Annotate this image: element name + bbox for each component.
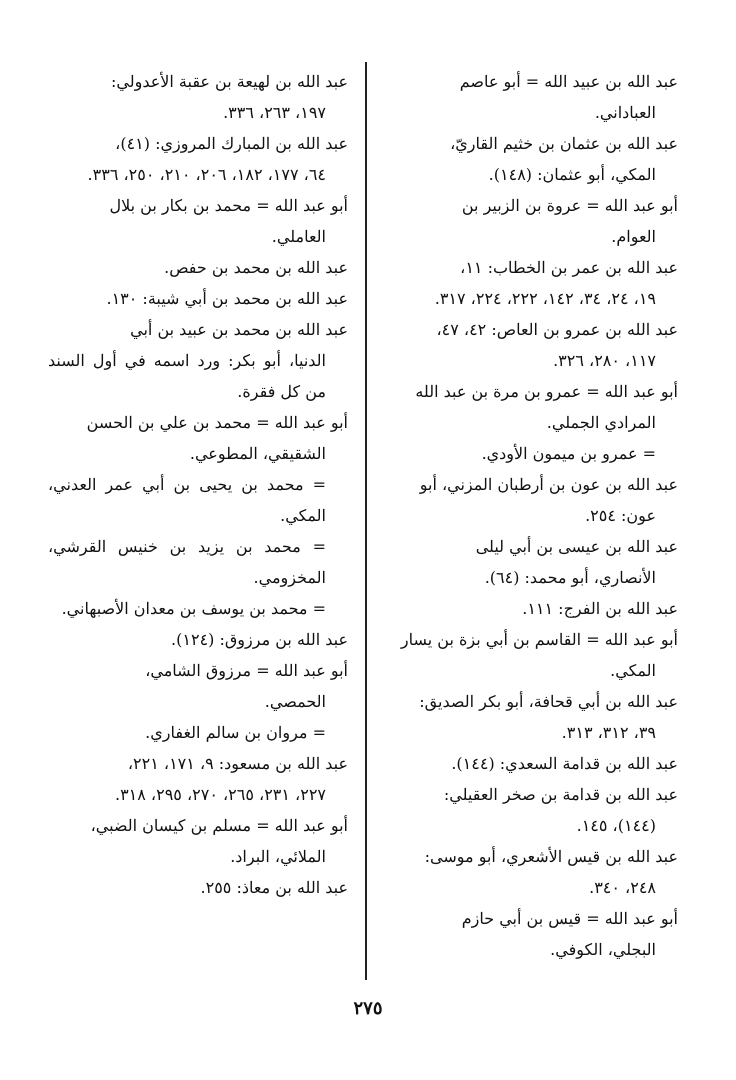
index-entry — [48, 469, 348, 531]
index-entry-continuation: = مروان بن سالم الغفاري. — [145, 723, 326, 742]
page-number: ٢٧٥ — [353, 998, 383, 1019]
index-entry — [48, 624, 348, 655]
index-entry-continuation: العوام. — [611, 227, 656, 246]
index-entry-continuation: الأنصاري، أبو محمد: (٦٤). — [484, 568, 656, 587]
index-entry — [378, 252, 678, 314]
index-entry — [378, 66, 678, 128]
index-entry-head: عبد الله بن مرزوق: (١٢٤). — [171, 630, 348, 649]
index-entry-head: عبد الله بن قيس الأشعري، أبو موسى: — [424, 847, 678, 866]
index-entry-head: عبد الله بن محمد بن أبي شيبة: ١٣٠. — [106, 289, 348, 308]
index-entry — [378, 376, 678, 438]
index-entry — [48, 190, 348, 252]
index-entry-head: عبد الله بن عيسى بن أبي ليلى — [475, 537, 678, 556]
index-entry-head: أبو عبد الله = عروة بن الزبير بن — [461, 196, 678, 215]
column-divider — [365, 62, 367, 980]
index-entry — [48, 283, 348, 314]
index-entry-head: عبد الله بن مسعود: ٩، ١٧١، ٢٢١، — [127, 754, 348, 773]
index-entry-continuation: = محمد بن يوسف بن معدان الأصبهاني. — [61, 599, 326, 618]
index-entry-continuation: الدنيا، أبو بكر: ورد اسمه في أول السند من كل فقرة. — [48, 351, 326, 401]
index-entry-head: عبد الله بن قدامة السعدي: (١٤٤). — [451, 754, 678, 773]
index-entry — [48, 314, 348, 407]
index-entry-head: عبد الله بن المبارك المروزي: (٤١)، — [115, 134, 348, 153]
index-entry-continuation: البجلي، الكوفي. — [550, 940, 656, 959]
index-entry-head: عبد الله بن عبيد الله = أبو عاصم — [459, 72, 678, 91]
index-entry-head: أبو عبد الله = قيس بن أبي حازم — [461, 909, 678, 928]
index-entry-continuation: ١٩، ٢٤، ٣٤، ١٤٢، ٢٢٢، ٢٢٤، ٣١٧. — [434, 289, 656, 308]
index-entry-head: عبد الله بن لهيعة بن عقبة الأعدولي: — [110, 72, 348, 91]
index-entry-continuation: ١١٧، ٢٨٠، ٣٢٦. — [553, 351, 656, 370]
index-entry-continuation: المكي، أبو عثمان: (١٤٨). — [488, 165, 656, 184]
index-entry — [378, 531, 678, 593]
index-entry-head: عبد الله بن عثمان بن خثيم القاريّ، — [450, 134, 678, 153]
index-entry-continuation: الحمصي. — [264, 692, 326, 711]
index-entry-head: عبد الله بن عمر بن الخطاب: ١١، — [460, 258, 678, 277]
index-entry — [378, 624, 678, 686]
index-entry-continuation: عون: ٢٥٤. — [585, 506, 656, 525]
index-entry-continuation: = محمد بن يزيد بن خنيس القرشي، المخزومي. — [48, 537, 326, 587]
index-entry — [48, 810, 348, 872]
index-entry-head: عبد الله بن قدامة بن صخر العقيلي: — [443, 785, 678, 804]
index-entry — [48, 66, 348, 128]
index-entry-head: أبو عبد الله = مرزوق الشامي، — [145, 661, 348, 680]
index-entry — [378, 469, 678, 531]
index-entry — [48, 531, 348, 593]
index-entry-continuation: العاملي. — [271, 227, 326, 246]
index-entry — [48, 872, 348, 903]
index-entry-continuation: المكي. — [610, 661, 656, 680]
index-entry-head: عبد الله بن عون بن أرطبان المزني، أبو — [419, 475, 678, 494]
index-entry-head: عبد الله بن الفرج: ١١١. — [522, 599, 678, 618]
index-entry-continuation: = محمد بن يحيى بن أبي عمر العدني، المكي. — [48, 475, 326, 525]
index-entry — [378, 190, 678, 252]
index-entry — [48, 407, 348, 469]
index-entry — [378, 903, 678, 965]
index-entry-continuation: ٢٢٧، ٢٣١، ٢٦٥، ٢٧٠، ٢٩٥، ٣١٨. — [114, 785, 326, 804]
index-entry-continuation: الملائي، البراد. — [230, 847, 326, 866]
index-entry-head: أبو عبد الله = محمد بن علي بن الحسن — [86, 413, 348, 432]
index-entry-continuation: ١٩٧، ٢٦٣، ٣٣٦. — [223, 103, 326, 122]
index-entry-continuation: العباداني. — [594, 103, 656, 122]
index-entry-head: عبد الله بن عمرو بن العاص: ٤٢، ٤٧، — [436, 320, 678, 339]
index-entry-continuation: ٣٩، ٣١٢، ٣١٣. — [561, 723, 656, 742]
index-entry-head: أبو عبد الله = القاسم بن أبي بزة بن يسار — [400, 630, 678, 649]
index-entry-continuation: الشقيقي، المطوعي. — [189, 444, 326, 463]
index-entry — [378, 841, 678, 903]
index-entry-head: عبد الله بن محمد بن عبيد بن أبي — [130, 320, 348, 339]
index-entry-continuation: (١٤٤)، ١٤٥. — [576, 816, 656, 835]
index-entry — [378, 593, 678, 624]
index-entry — [48, 593, 348, 624]
index-entry-continuation: ٦٤، ١٧٧، ١٨٢، ٢٠٦، ٢١٠، ٢٥٠، ٣٣٦. — [87, 165, 326, 184]
index-entry-head: أبو عبد الله = عمرو بن مرة بن عبد الله — [415, 382, 678, 401]
index-entry — [378, 314, 678, 376]
index-entry — [48, 748, 348, 810]
index-entry — [48, 252, 348, 283]
index-entry-head: عبد الله بن معاذ: ٢٥٥. — [200, 878, 348, 897]
index-entry-head: عبد الله بن محمد بن حفص. — [164, 258, 348, 277]
index-entry — [48, 655, 348, 717]
index-entry — [378, 779, 678, 841]
index-entry-head: أبو عبد الله = محمد بن بكار بن بلال — [109, 196, 348, 215]
index-entry-head: عبد الله بن أبي قحافة، أبو بكر الصديق: — [419, 692, 678, 711]
index-entry — [48, 128, 348, 190]
index-column-left — [48, 66, 348, 903]
index-entry — [378, 686, 678, 748]
index-entry — [378, 128, 678, 190]
index-entry-head: أبو عبد الله = مسلم بن كيسان الضبي، — [90, 816, 348, 835]
index-entry-continuation: المرادي الجملي. — [546, 413, 656, 432]
index-entry-continuation: ٢٤٨، ٣٤٠. — [589, 878, 656, 897]
index-entry-continuation: = عمرو بن ميمون الأودي. — [481, 444, 656, 463]
index-entry — [48, 717, 348, 748]
index-entry — [378, 748, 678, 779]
index-entry — [378, 438, 678, 469]
index-column-right — [378, 66, 678, 965]
